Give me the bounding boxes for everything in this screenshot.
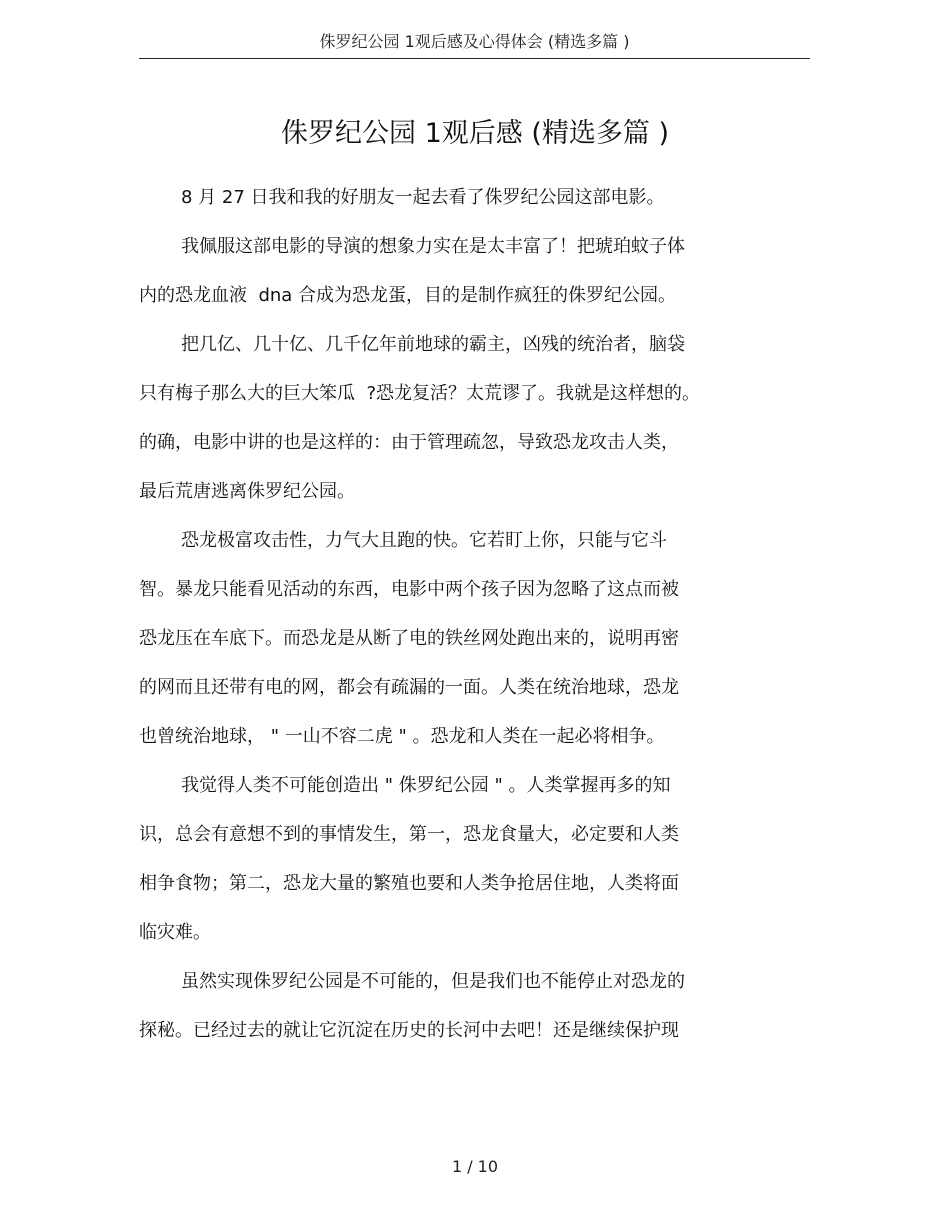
text-line: 我觉得人类不可能创造出 " 侏罗纪公园 " 。人类掌握再多的知 <box>181 775 671 796</box>
text-line: 的网而且还带有电的网，都会有疏漏的一面。人类在统治地球，恐龙 <box>139 677 679 698</box>
page-header: 侏罗纪公园 1观后感及心得体会 (精选多篇 ) <box>139 28 810 59</box>
text-line: 把几亿、几十亿、几千亿年前地球的霸主，凶残的统治者，脑袋 <box>181 334 685 355</box>
text-line: 也曾统治地球， " 一山不容二虎 " 。恐龙和人类在一起必将相争。 <box>139 726 665 747</box>
text-line: 只有梅子那么大的巨大笨瓜 ?恐龙复活？太荒谬了。我就是这样想的。 <box>139 383 700 404</box>
text-line: 恐龙极富攻击性，力气大且跑的快。它若盯上你，只能与它斗 <box>181 530 667 551</box>
text-line: 临灾难。 <box>139 922 211 943</box>
text-line: 我佩服这部电影的导演的想象力实在是太丰富了！把琥珀蚊子体 <box>181 236 685 257</box>
page-number: 1 / 10 <box>451 1157 499 1176</box>
text-line: 内的恐龙血液 dna 合成为恐龙蛋，目的是制作疯狂的侏罗纪公园。 <box>139 285 677 306</box>
text-line: 探秘。已经过去的就让它沉淀在历史的长河中去吧！还是继续保护现 <box>139 1020 679 1041</box>
text-line: 相争食物；第二，恐龙大量的繁殖也要和人类争抢居住地，人类将面 <box>139 873 679 894</box>
text-line: 的确，电影中讲的也是这样的：由于管理疏忽，导致恐龙攻击人类， <box>139 432 679 453</box>
text-line: 最后荒唐逃离侏罗纪公园。 <box>139 481 355 502</box>
document-title: 侏罗纪公园 1观后感 (精选多篇 ) <box>281 118 669 149</box>
text-line: 智。暴龙只能看见活动的东西，电影中两个孩子因为忽略了这点而被 <box>139 579 679 600</box>
text-line: 8 月 27 日我和我的好朋友一起去看了侏罗纪公园这部电影。 <box>181 187 665 208</box>
text-line: 虽然实现侏罗纪公园是不可能的，但是我们也不能停止对恐龙的 <box>181 971 685 992</box>
text-line: 恐龙压在车底下。而恐龙是从断了电的铁丝网处跑出来的，说明再密 <box>139 628 679 649</box>
text-line: 识，总会有意想不到的事情发生，第一，恐龙食量大，必定要和人类 <box>139 824 679 845</box>
